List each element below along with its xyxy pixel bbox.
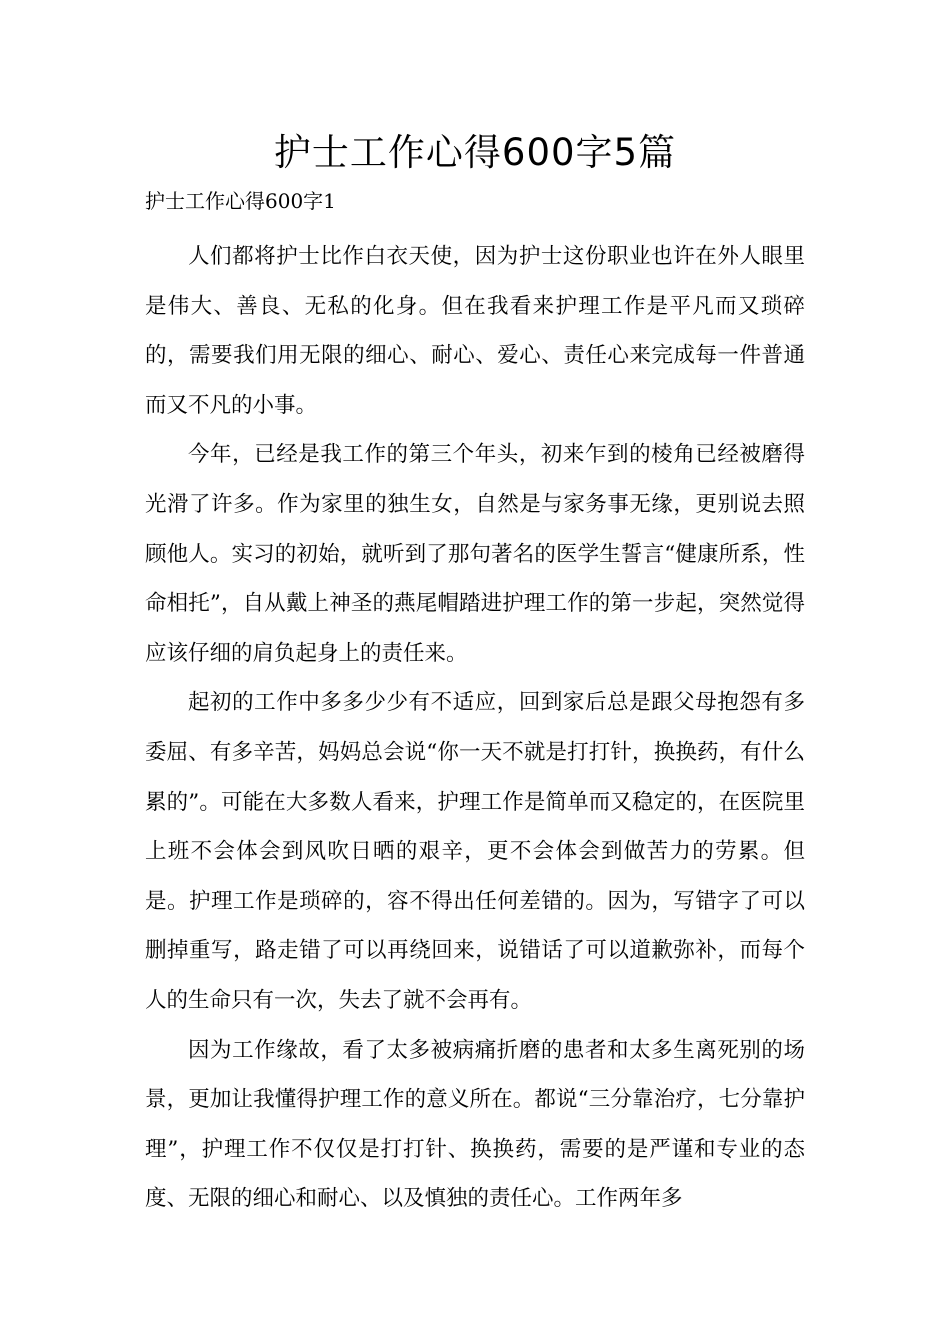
paragraph: 今年，已经是我工作的第三个年头，初来乍到的棱角已经被磨得光滑了许多。作为家里的独生女，自然是与家务事无缘，更别说去照顾他人。实习的初始，就听到了那句著名的医学生誓言“健康所系，性命相托”，自从戴上神圣的燕尾帽踏进护理工作的第一步起，突然觉得应该仔细的肩负起身上的责任来。 bbox=[145, 442, 805, 666]
paragraph: 人们都将护士比作白衣天使，因为护士这份职业也许在外人眼里是伟大、善良、无私的化身。但在我看来护理工作是平凡而又琐碎的，需要我们用无限的细心、耐心、爱心、责任心来完成每一件普通而又不凡的小事。 bbox=[145, 244, 805, 418]
paragraph: 起初的工作中多多少少有不适应，回到家后总是跟父母抱怨有多委屈、有多辛苦，妈妈总会说“你一天不就是打打针，换换药，有什么累的”。可能在大多数人看来，护理工作是简单而又稳定的，在医院里上班不会体会到风吹日晒的艰辛，更不会体会到做苦力的劳累。但是。护理工作是琐碎的，容不得出任何差错的。因为，写错字了可以删掉重写，路走错了可以再绕回来，说错话了可以道歉弥补，而每个人的生命只有一次，失去了就不会再有。 bbox=[145, 690, 805, 1013]
document-title: 护士工作心得600字5篇 bbox=[273, 131, 677, 174]
section-heading: 护士工作心得600字1 bbox=[145, 189, 336, 213]
body-text bbox=[145, 232, 805, 1224]
paragraph: 因为工作缘故，看了太多被病痛折磨的患者和太多生离死别的场景，更加让我懂得护理工作的意义所在。都说“三分靠治疗，七分靠护理”，护理工作不仅仅是打打针、换换药，需要的是严谨和专业的态度、无限的细心和耐心、以及慎独的责任心。工作两年多 bbox=[145, 1037, 805, 1212]
